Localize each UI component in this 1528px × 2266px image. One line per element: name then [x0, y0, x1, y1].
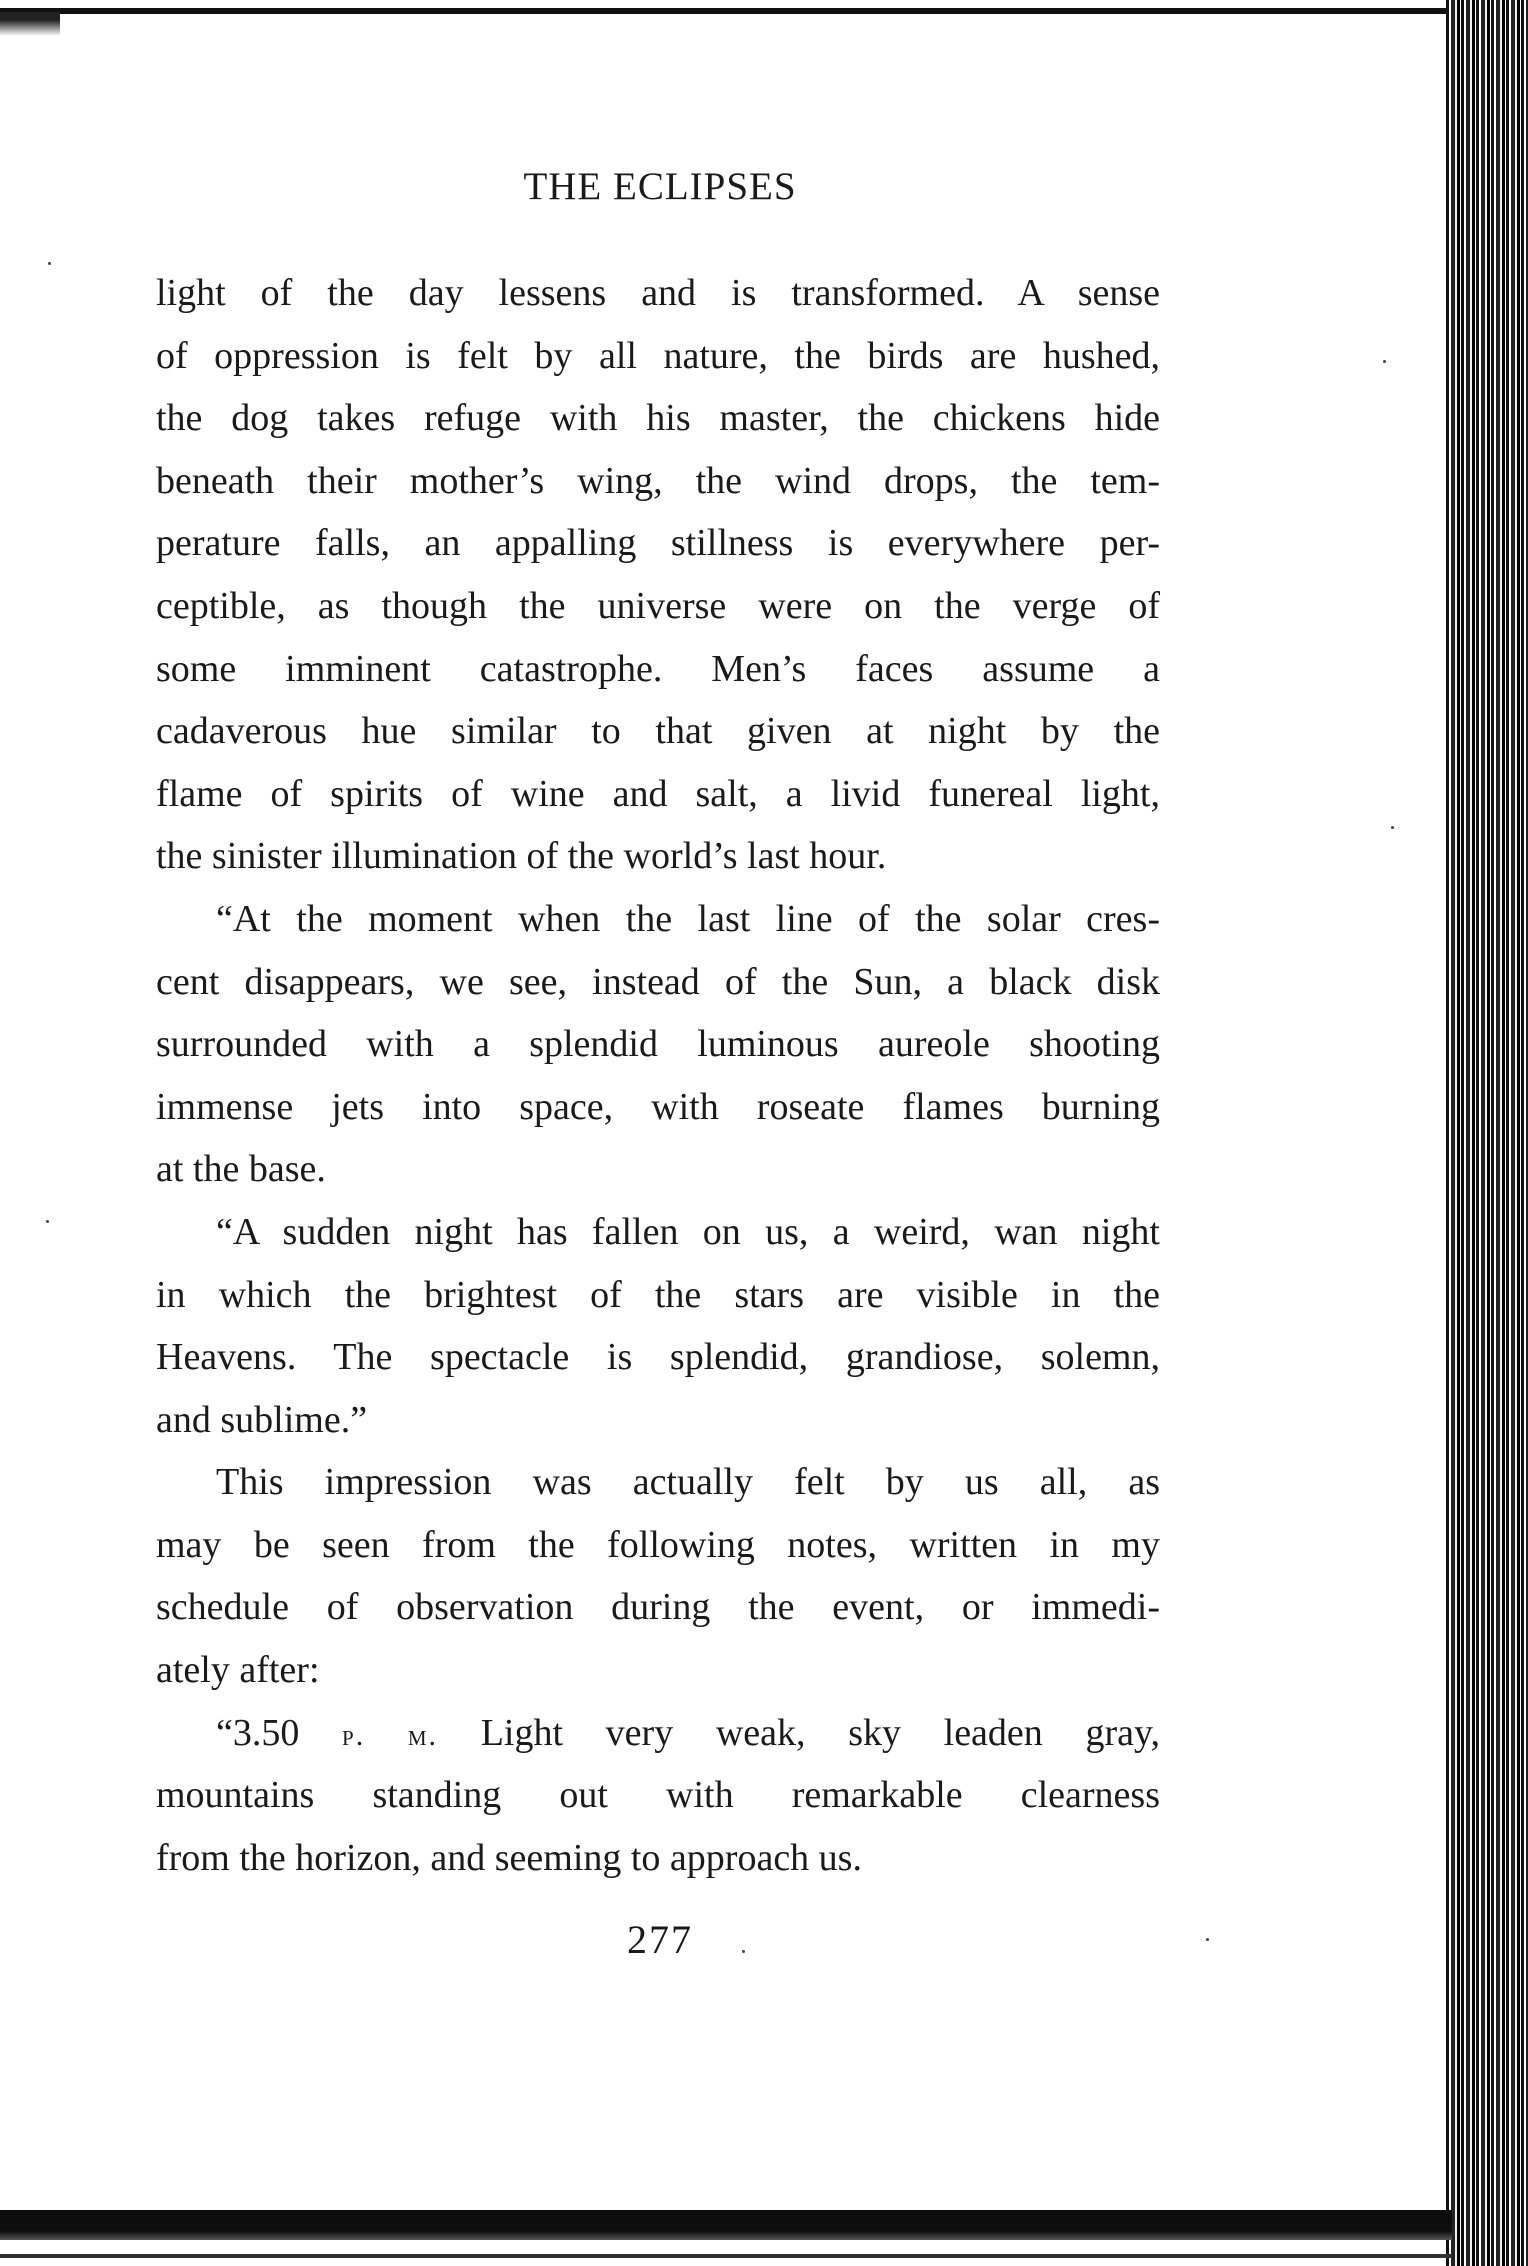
text-line: surrounded with a splendid luminous aureole shooting	[156, 1023, 1160, 1066]
text-line: light of the day lessens and is transformed. A sense	[156, 272, 1160, 314]
body-text	[156, 262, 1160, 1889]
text-line: This impression was actually felt by us all, as	[216, 1461, 1160, 1504]
text-line: and sublime.”	[156, 1398, 368, 1441]
text-line: immense jets into space, with roseate flames burning	[156, 1085, 1160, 1128]
bottom-border-rule	[0, 2210, 1452, 2240]
scan-speck	[1391, 826, 1394, 829]
top-border-rule	[0, 8, 1452, 14]
text-line: schedule of observation during the event, or immedi-	[156, 1586, 1160, 1629]
scan-speck	[1383, 360, 1386, 363]
scan-speck	[46, 1220, 49, 1223]
page-number: 277	[627, 1917, 693, 1962]
running-head: THE ECLIPSES	[523, 165, 797, 208]
text-line: Heavens. The spectacle is splendid, grandiose, solemn,	[156, 1336, 1160, 1379]
text-line: may be seen from the following notes, written in my	[156, 1523, 1160, 1566]
text-line: “At the moment when the last line of the solar cres-	[216, 897, 1160, 940]
text-line: flame of spirits of wine and salt, a livid funereal light,	[156, 772, 1160, 815]
text-line: ately after:	[156, 1649, 320, 1692]
text-line: in which the brightest of the stars are visible in the	[156, 1273, 1160, 1316]
observation-text: Light very weak, sky leaden gray,	[480, 1711, 1160, 1754]
text-line	[156, 1702, 1160, 1765]
text-line: mountains standing out with remarkable clearness	[156, 1774, 1160, 1817]
bottom-thin-rule	[0, 2254, 1452, 2258]
scan-speck	[48, 262, 51, 265]
scan-speck	[1206, 1938, 1209, 1941]
text-line: the dog takes refuge with his master, the chickens hide	[156, 397, 1160, 440]
page-stack-edge	[1446, 0, 1528, 2266]
text-line: cent disappears, we see, instead of the Sun, a black disk	[156, 960, 1160, 1003]
top-left-shadow	[0, 12, 60, 52]
text-line: beneath their mother’s wing, the wind drops, the tem-	[156, 459, 1160, 502]
text-line: from the horizon, and seeming to approach us.	[156, 1836, 862, 1879]
text-line: “A sudden night has fallen on us, a weird, wan night	[216, 1210, 1160, 1253]
text-line: perature falls, an appalling stillness is everywhere per-	[156, 522, 1160, 565]
text-line: the sinister illumination of the world’s last hour.	[156, 835, 887, 878]
time-meridiem: p. m.	[342, 1718, 439, 1752]
text-line: at the base.	[156, 1148, 326, 1191]
scan-speck	[742, 1950, 745, 1953]
text-line: cadaverous hue similar to that given at night by the	[156, 710, 1160, 753]
time-stamp: “3.50	[216, 1711, 300, 1754]
text-line: of oppression is felt by all nature, the birds are hushed,	[156, 334, 1160, 377]
text-line: some imminent catastrophe. Men’s faces assume a	[156, 647, 1160, 690]
text-line: ceptible, as though the universe were on the verge of	[156, 584, 1160, 627]
